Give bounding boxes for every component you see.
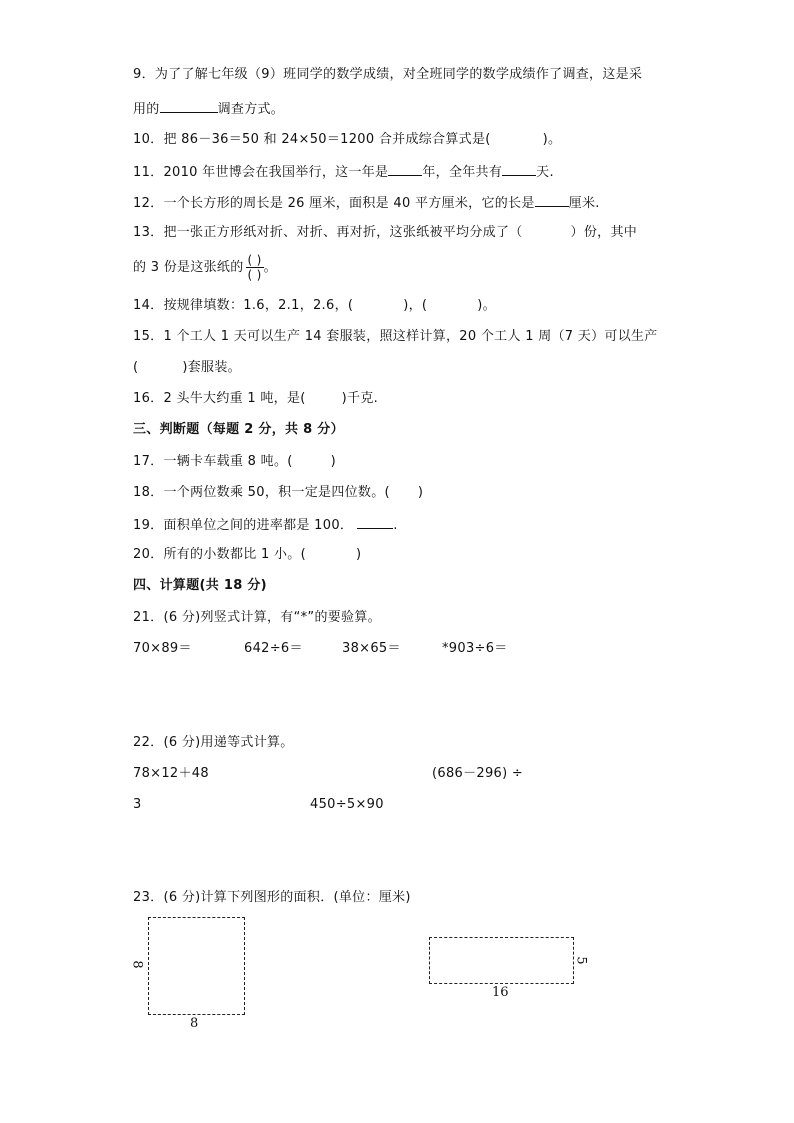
q11-blank-2[interactable]: [502, 163, 536, 176]
rectangle-width-label: 16: [492, 985, 509, 1000]
q21-expr-text: 38×65＝: [342, 641, 401, 656]
q21-expr-text: 642÷6＝: [244, 641, 303, 656]
question-13-line-2: [133, 253, 277, 282]
q21-expression-4: [442, 641, 508, 657]
q19-suffix: .: [393, 518, 398, 533]
question-11: [133, 163, 554, 181]
q9-prefix: 用的: [133, 102, 160, 117]
q11-suffix: 天.: [536, 165, 554, 180]
q22-expression-3: [310, 797, 384, 813]
question-12: [133, 194, 600, 212]
q9-text: 9．为了了解七年级（9）班同学的数学成绩，对全班同学的数学成绩作了调查，这是采: [133, 67, 643, 82]
q13-part2-suffix: 。: [263, 260, 277, 275]
q15-suffix: )套服装。: [182, 360, 241, 375]
square-bottom-label: 8: [190, 1016, 199, 1031]
q12-prefix: 12．一个长方形的周长是 26 厘米，面积是 40 平方厘米，它的长是: [133, 196, 535, 211]
q17-prefix: 17．一辆卡车载重 8 吨。(: [133, 454, 293, 469]
rectangle-shape: [429, 937, 574, 984]
square-figure: [130, 915, 250, 1035]
q11-prefix: 11．2010 年世博会在我国举行，这一年是: [133, 165, 389, 180]
q22-title: 22．(6 分)用递等式计算。: [133, 735, 294, 750]
question-14: [133, 298, 496, 314]
question-22-title: [133, 735, 294, 751]
q22-expression-2: [432, 766, 523, 782]
q22-expression-1: [133, 766, 209, 782]
q13-part2-prefix: 的 3 份是这张纸的: [133, 260, 244, 275]
question-9-line-2: [133, 100, 284, 118]
q10-suffix: )。: [542, 132, 562, 147]
q19-prefix: 19．面积单位之间的进率都是 100．: [133, 518, 354, 533]
question-23-title: [133, 890, 411, 906]
fraction-numerator: ( ): [247, 253, 262, 267]
q23-title: 23．(6 分)计算下列图形的面积．(单位：厘米): [133, 890, 411, 905]
q11-blank-1[interactable]: [388, 163, 422, 176]
q12-suffix: 厘米.: [568, 196, 600, 211]
q22-expr-text: 3: [133, 797, 142, 812]
fraction-denominator: ( ): [247, 268, 262, 282]
square-shape: [148, 917, 245, 1015]
q22-expr-text: 78×12＋48: [133, 766, 209, 781]
question-20: [133, 547, 361, 563]
q20-suffix: ): [355, 547, 362, 562]
question-15-line-1: [133, 329, 658, 345]
question-16: [133, 391, 378, 407]
q21-expression-3: [342, 641, 401, 657]
question-10: [133, 132, 561, 148]
q14-suffix: )。: [477, 298, 496, 313]
q13-fraction[interactable]: [246, 253, 264, 282]
q14-prefix: 14．按规律填数：1.6，2.1，2.6，(: [133, 298, 354, 313]
q18-suffix: ): [417, 485, 424, 500]
q14-mid: )，(: [403, 298, 428, 313]
q16-prefix: 16．2 头牛大约重 1 吨，是(: [133, 391, 306, 406]
q21-expr-text: *903÷6＝: [442, 641, 508, 656]
q16-suffix: )千克.: [341, 391, 379, 406]
q18-prefix: 18．一个两位数乘 50，积一定是四位数。(: [133, 485, 390, 500]
q17-suffix: ): [330, 454, 337, 469]
q19-blank[interactable]: [357, 516, 393, 529]
q15-text: 15．1 个工人 1 天可以生产 14 套服装，照这样计算，20 个工人 1 周（7 天）可以生产: [133, 329, 658, 344]
question-19: [133, 516, 398, 534]
section-3-title: 三、判断题（每题 2 分，共 8 分）: [133, 422, 344, 437]
q9-answer-blank[interactable]: [160, 100, 218, 113]
q21-expression-2: [244, 641, 303, 657]
section-3-heading: [133, 422, 344, 438]
rectangle-height-label: 5: [573, 956, 589, 965]
q20-prefix: 20．所有的小数都比 1 小。(: [133, 547, 306, 562]
question-18: [133, 485, 423, 501]
q15-prefix: (: [133, 360, 139, 375]
q13-suffix: ）份，其中: [570, 225, 638, 240]
question-17: [133, 454, 336, 470]
q22-expression-2-continued: [133, 797, 142, 813]
question-13-line-1: [133, 225, 637, 241]
q9-suffix: 调查方式。: [217, 102, 285, 117]
section-4-title: 四、计算题(共 18 分): [133, 578, 267, 593]
q12-blank[interactable]: [535, 194, 569, 207]
question-9-line-1: [133, 67, 642, 83]
q21-expression-1: [133, 641, 192, 657]
q11-mid: 年，全年共有: [422, 165, 503, 180]
q22-expr-text: 450÷5×90: [310, 797, 384, 812]
section-4-heading: [133, 578, 267, 594]
q13-prefix: 13．把一张正方形纸对折、对折、再对折，这张纸被平均分成了（: [133, 225, 523, 240]
q21-title: 21．(6 分)列竖式计算，有“*”的要验算。: [133, 610, 381, 625]
square-side-label: 8: [129, 960, 145, 969]
question-15-line-2: [133, 360, 241, 376]
rectangle-figure: [425, 930, 595, 1005]
q21-expr-text: 70×89＝: [133, 641, 192, 656]
q22-expr-text: (686－296) ÷: [432, 766, 524, 781]
q10-prefix: 10．把 86－36＝50 和 24×50＝1200 合并成综合算式是(: [133, 132, 491, 147]
question-21-title: [133, 610, 381, 626]
